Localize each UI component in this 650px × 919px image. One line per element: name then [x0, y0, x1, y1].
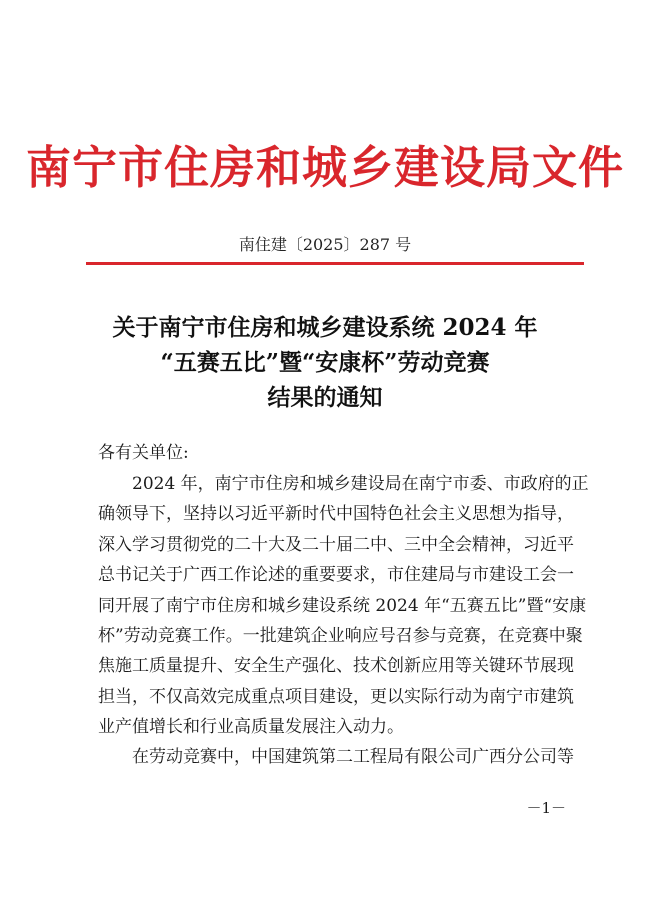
- paragraph-line: 业产值增长和行业高质量发展注入动力。: [98, 717, 404, 738]
- salutation: 各有关单位:: [98, 443, 189, 463]
- notice-title: [60, 310, 590, 415]
- body-paragraph-2: [98, 742, 578, 772]
- paragraph-line: 深入学习贯彻党的二十大及二十届二中、三中全会精神，习近平: [98, 534, 574, 555]
- paragraph-line: 杯”劳动竞赛工作。一批建筑企业响应号召参与竞赛，在竞赛中聚: [98, 626, 583, 647]
- paragraph-line: 总书记关于广西工作论述的重要要求，市住建局与市建设工会一: [98, 565, 574, 586]
- paragraph-line: 确领导下，坚持以习近平新时代中国特色社会主义思想为指导，: [98, 504, 574, 525]
- body-paragraph-1: [98, 469, 589, 743]
- paragraph-line: 同开展了南宁市住房和城乡建设系统 2024 年“五赛五比”暨“安康: [98, 595, 587, 616]
- page-number: －1－: [526, 799, 566, 817]
- notice-title-line: 关于南宁市住房和城乡建设系统 2024 年: [112, 314, 538, 341]
- paragraph-line: 在劳动竞赛中，中国建筑第二工程局有限公司广西分公司等: [132, 747, 574, 767]
- paragraph-line: 焦施工质量提升、安全生产强化、技术创新应用等关键环节展现: [98, 656, 574, 677]
- notice-title-line: 结果的通知: [267, 384, 383, 411]
- red-divider-line: [86, 262, 584, 265]
- document-number: 南住建〔2025〕287 号: [238, 235, 412, 254]
- notice-title-line: “五赛五比”暨“安康杯”劳动竞赛: [160, 349, 490, 376]
- document-header-title: 南宁市住房和城乡建设局文件: [25, 141, 624, 194]
- paragraph-line: 2024 年，南宁市住房和城乡建设局在南宁市委、市政府的正: [132, 474, 589, 494]
- paragraph-line: 担当，不仅高效完成重点项目建设，更以实际行动为南宁市建筑: [98, 686, 574, 707]
